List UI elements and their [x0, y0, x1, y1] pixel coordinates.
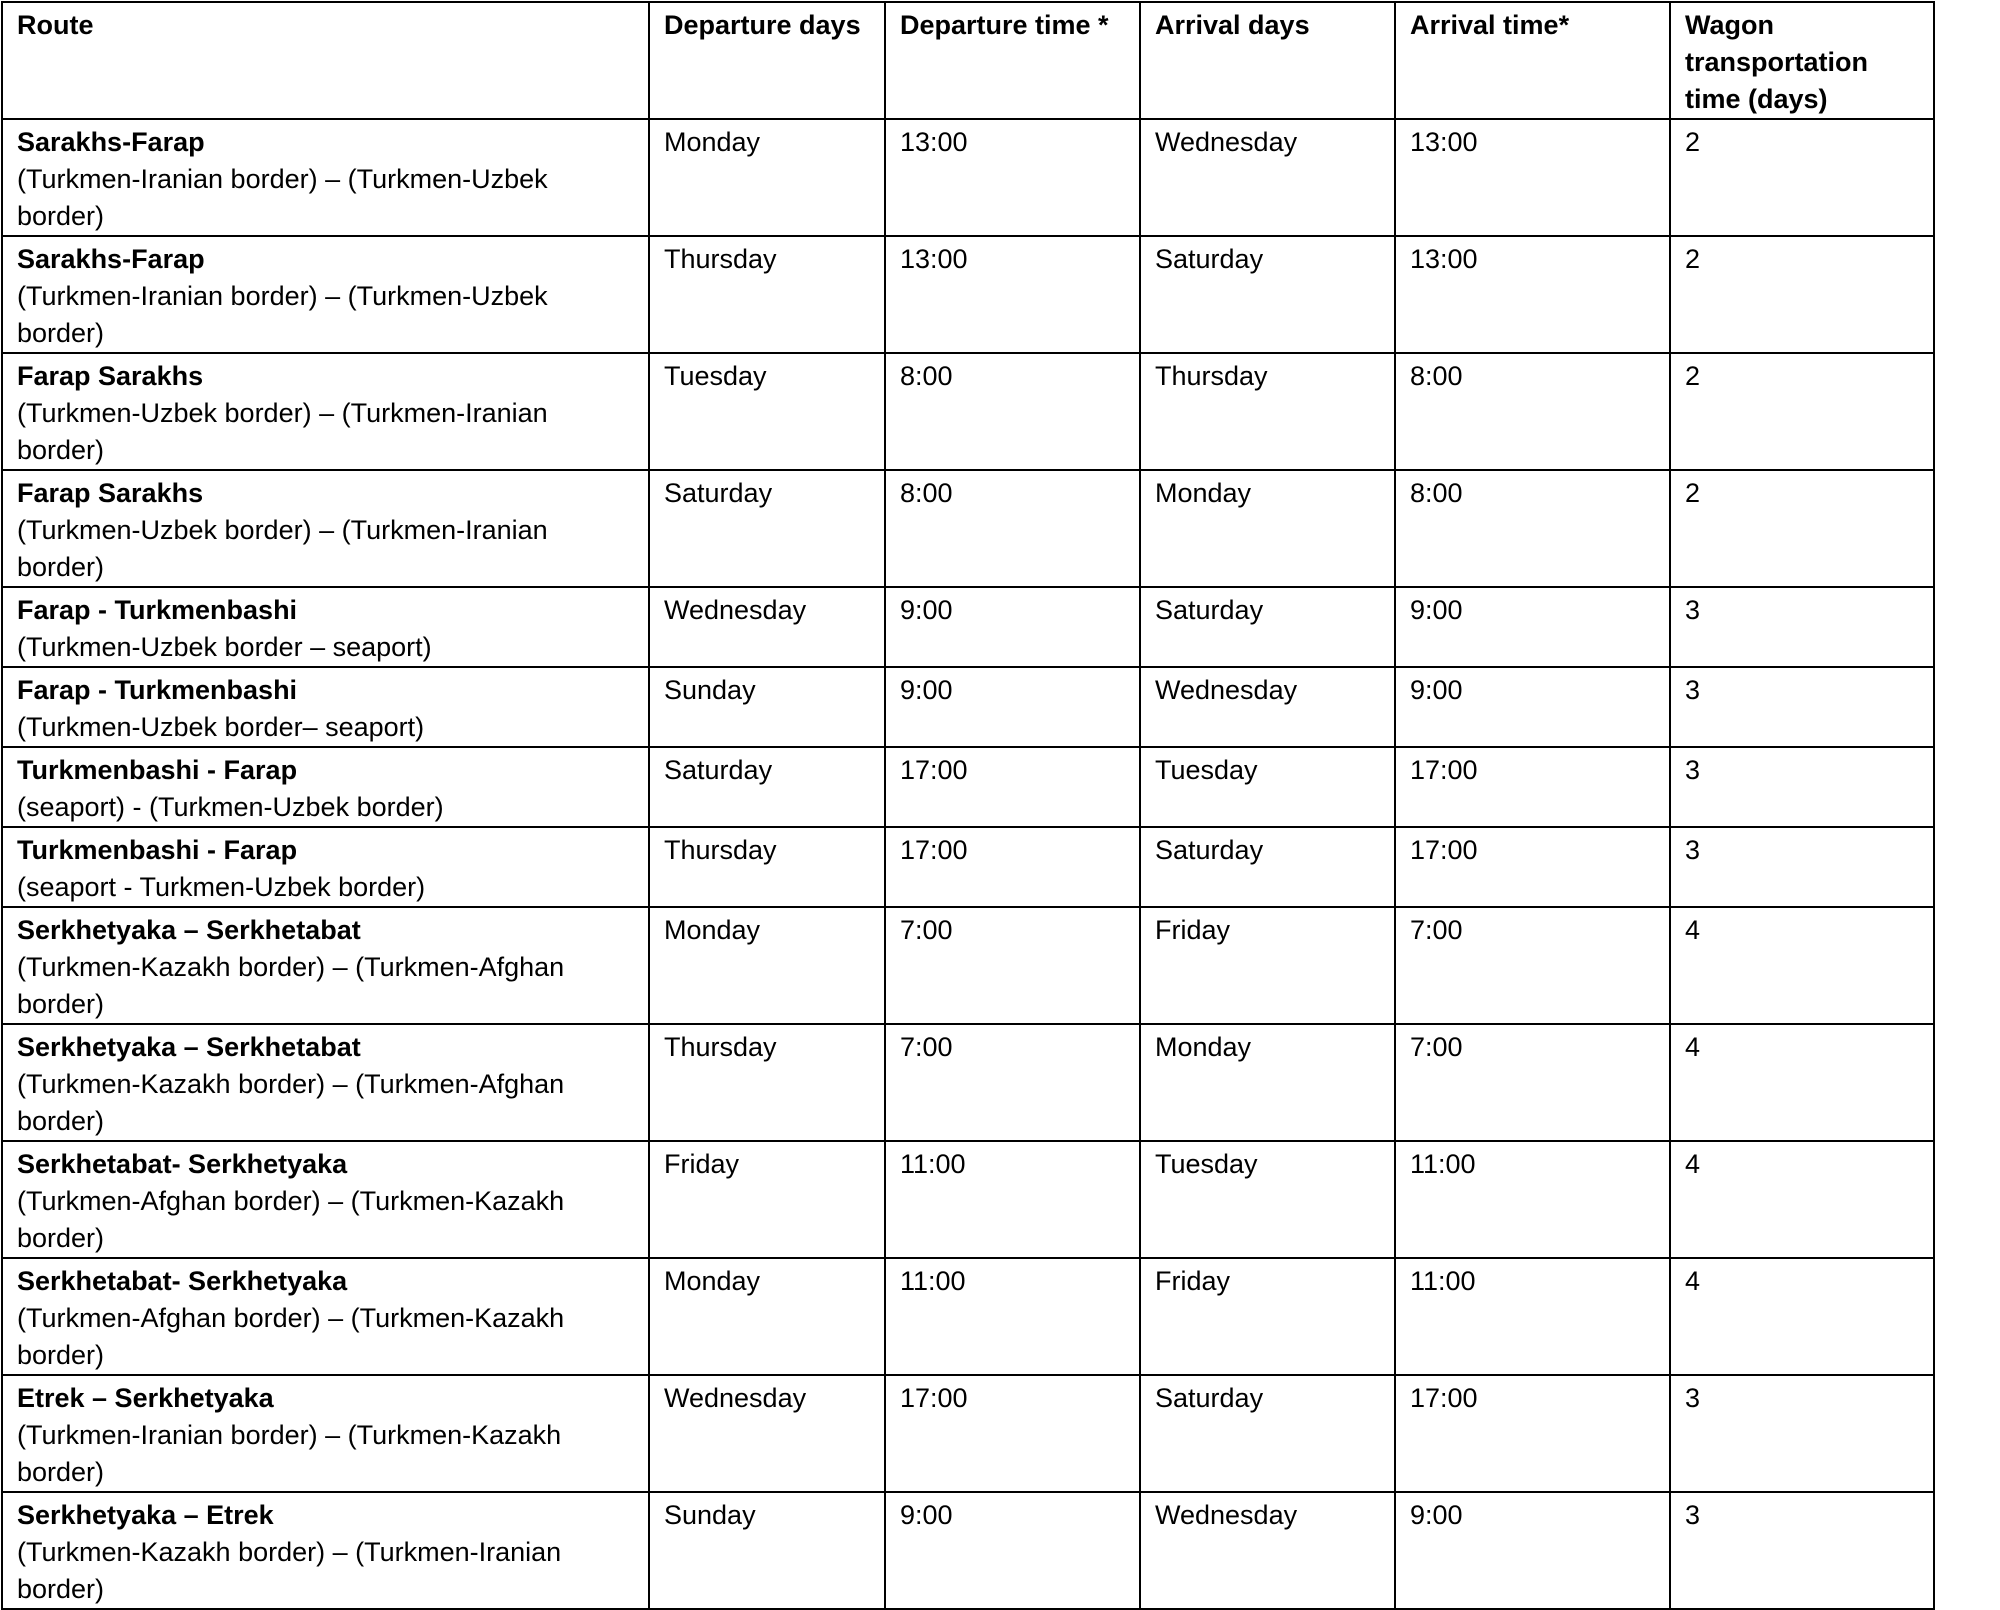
header-route: Route [2, 2, 649, 119]
header-arrival-days: Arrival days [1140, 2, 1395, 119]
route-name: Serkhetabat- Serkhetyaka [17, 1149, 348, 1179]
route-name: Sarakhs-Farap [17, 244, 205, 274]
departure-time-cell: 7:00 [885, 1024, 1140, 1141]
table-row [2, 236, 1934, 353]
transport-days-cell: 2 [1670, 236, 1934, 353]
route-cell [2, 747, 649, 827]
arrival-time-cell: 17:00 [1395, 747, 1670, 827]
transport-days-cell: 4 [1670, 907, 1934, 1024]
arrival-time-cell: 17:00 [1395, 1375, 1670, 1492]
route-name: Farap Sarakhs [17, 361, 204, 391]
departure-time-cell: 9:00 [885, 1492, 1140, 1609]
route-cell [2, 236, 649, 353]
transport-days-cell: 2 [1670, 119, 1934, 236]
route-description: (Turkmen-Afghan border) – (Turkmen-Kazakh border) [17, 1186, 565, 1253]
arrival-day-cell: Monday [1140, 470, 1395, 587]
transport-days-cell: 4 [1670, 1141, 1934, 1258]
transport-days-cell: 3 [1670, 1375, 1934, 1492]
departure-time-cell: 11:00 [885, 1141, 1140, 1258]
header-arrival-time: Arrival time* [1395, 2, 1670, 119]
arrival-time-cell: 13:00 [1395, 119, 1670, 236]
route-description: (Turkmen-Uzbek border – seaport) [17, 632, 432, 662]
departure-day-cell: Friday [649, 1141, 885, 1258]
arrival-day-cell: Friday [1140, 1258, 1395, 1375]
route-cell [2, 1492, 649, 1609]
arrival-time-cell: 11:00 [1395, 1141, 1670, 1258]
arrival-time-cell: 7:00 [1395, 907, 1670, 1024]
table-row [2, 1141, 1934, 1258]
route-cell [2, 119, 649, 236]
transport-days-cell: 2 [1670, 353, 1934, 470]
schedule-table [1, 1, 1935, 1610]
arrival-day-cell: Friday [1140, 907, 1395, 1024]
departure-time-cell: 11:00 [885, 1258, 1140, 1375]
arrival-day-cell: Thursday [1140, 353, 1395, 470]
table-row [2, 827, 1934, 907]
table-row [2, 353, 1934, 470]
route-description: (Turkmen-Iranian border) – (Turkmen-Kazakh border) [17, 1420, 562, 1487]
departure-day-cell: Thursday [649, 1024, 885, 1141]
arrival-time-cell: 11:00 [1395, 1258, 1670, 1375]
departure-time-cell: 8:00 [885, 353, 1140, 470]
table-row [2, 470, 1934, 587]
departure-time-cell: 8:00 [885, 470, 1140, 587]
transport-days-cell: 4 [1670, 1258, 1934, 1375]
table-row [2, 1258, 1934, 1375]
header-departure-time: Departure time * [885, 2, 1140, 119]
route-description: (Turkmen-Iranian border) – (Turkmen-Uzbek border) [17, 164, 548, 231]
route-description: (Turkmen-Iranian border) – (Turkmen-Uzbek border) [17, 281, 548, 348]
arrival-day-cell: Saturday [1140, 236, 1395, 353]
transport-days-cell: 3 [1670, 667, 1934, 747]
departure-day-cell: Saturday [649, 470, 885, 587]
table-row [2, 1375, 1934, 1492]
arrival-time-cell: 17:00 [1395, 827, 1670, 907]
transport-days-cell: 3 [1670, 827, 1934, 907]
departure-day-cell: Thursday [649, 236, 885, 353]
table-row [2, 667, 1934, 747]
departure-day-cell: Thursday [649, 827, 885, 907]
arrival-time-cell: 9:00 [1395, 1492, 1670, 1609]
arrival-time-cell: 7:00 [1395, 1024, 1670, 1141]
arrival-day-cell: Wednesday [1140, 667, 1395, 747]
route-name: Turkmenbashi - Farap [17, 835, 298, 865]
route-description: (seaport) - (Turkmen-Uzbek border) [17, 792, 444, 822]
route-cell [2, 353, 649, 470]
departure-time-cell: 7:00 [885, 907, 1140, 1024]
arrival-day-cell: Saturday [1140, 827, 1395, 907]
route-cell [2, 1024, 649, 1141]
transport-days-cell: 3 [1670, 587, 1934, 667]
route-name: Sarakhs-Farap [17, 127, 205, 157]
route-description: (Turkmen-Uzbek border– seaport) [17, 712, 425, 742]
table-row [2, 1024, 1934, 1141]
route-cell [2, 587, 649, 667]
transport-days-cell: 2 [1670, 470, 1934, 587]
route-name: Serkhetyaka – Etrek [17, 1500, 274, 1530]
route-cell [2, 470, 649, 587]
departure-time-cell: 9:00 [885, 667, 1140, 747]
route-description: (Turkmen-Kazakh border) – (Turkmen-Afghan border) [17, 1069, 565, 1136]
departure-day-cell: Tuesday [649, 353, 885, 470]
route-cell [2, 1141, 649, 1258]
transport-days-cell: 3 [1670, 1492, 1934, 1609]
route-cell [2, 1258, 649, 1375]
route-name: Serkhetyaka – Serkhetabat [17, 915, 361, 945]
arrival-day-cell: Saturday [1140, 1375, 1395, 1492]
route-cell [2, 667, 649, 747]
route-name: Farap - Turkmenbashi [17, 675, 298, 705]
header-row [2, 2, 1934, 119]
route-cell [2, 907, 649, 1024]
arrival-day-cell: Monday [1140, 1024, 1395, 1141]
arrival-time-cell: 8:00 [1395, 470, 1670, 587]
route-description: (Turkmen-Kazakh border) – (Turkmen-Afghan border) [17, 952, 565, 1019]
table-row [2, 1492, 1934, 1609]
route-description: (Turkmen-Uzbek border) – (Turkmen-Iranian border) [17, 515, 548, 582]
route-name: Etrek – Serkhetyaka [17, 1383, 274, 1413]
arrival-day-cell: Wednesday [1140, 119, 1395, 236]
departure-day-cell: Saturday [649, 747, 885, 827]
departure-day-cell: Wednesday [649, 1375, 885, 1492]
transport-days-cell: 3 [1670, 747, 1934, 827]
departure-day-cell: Monday [649, 907, 885, 1024]
departure-time-cell: 17:00 [885, 747, 1140, 827]
route-cell [2, 1375, 649, 1492]
route-name: Serkhetyaka – Serkhetabat [17, 1032, 361, 1062]
route-cell [2, 827, 649, 907]
departure-day-cell: Monday [649, 119, 885, 236]
table-row [2, 907, 1934, 1024]
departure-time-cell: 13:00 [885, 119, 1140, 236]
arrival-time-cell: 8:00 [1395, 353, 1670, 470]
route-description: (Turkmen-Kazakh border) – (Turkmen-Iranian border) [17, 1537, 562, 1604]
route-name: Farap - Turkmenbashi [17, 595, 298, 625]
departure-day-cell: Sunday [649, 667, 885, 747]
arrival-day-cell: Tuesday [1140, 747, 1395, 827]
route-name: Serkhetabat- Serkhetyaka [17, 1266, 348, 1296]
departure-time-cell: 9:00 [885, 587, 1140, 667]
arrival-day-cell: Tuesday [1140, 1141, 1395, 1258]
route-description: (Turkmen-Afghan border) – (Turkmen-Kazakh border) [17, 1303, 565, 1370]
arrival-time-cell: 9:00 [1395, 667, 1670, 747]
arrival-day-cell: Wednesday [1140, 1492, 1395, 1609]
departure-time-cell: 13:00 [885, 236, 1140, 353]
arrival-day-cell: Saturday [1140, 587, 1395, 667]
table-row [2, 119, 1934, 236]
route-description: (Turkmen-Uzbek border) – (Turkmen-Iranian border) [17, 398, 548, 465]
departure-time-cell: 17:00 [885, 827, 1140, 907]
arrival-time-cell: 13:00 [1395, 236, 1670, 353]
transport-days-cell: 4 [1670, 1024, 1934, 1141]
header-departure-days: Departure days [649, 2, 885, 119]
table-row [2, 747, 1934, 827]
header-transport-time: Wagon transportation time (days) [1670, 2, 1934, 119]
table-row [2, 587, 1934, 667]
departure-day-cell: Monday [649, 1258, 885, 1375]
departure-time-cell: 17:00 [885, 1375, 1140, 1492]
departure-day-cell: Wednesday [649, 587, 885, 667]
route-description: (seaport - Turkmen-Uzbek border) [17, 872, 426, 902]
departure-day-cell: Sunday [649, 1492, 885, 1609]
route-name: Farap Sarakhs [17, 478, 204, 508]
arrival-time-cell: 9:00 [1395, 587, 1670, 667]
route-name: Turkmenbashi - Farap [17, 755, 298, 785]
